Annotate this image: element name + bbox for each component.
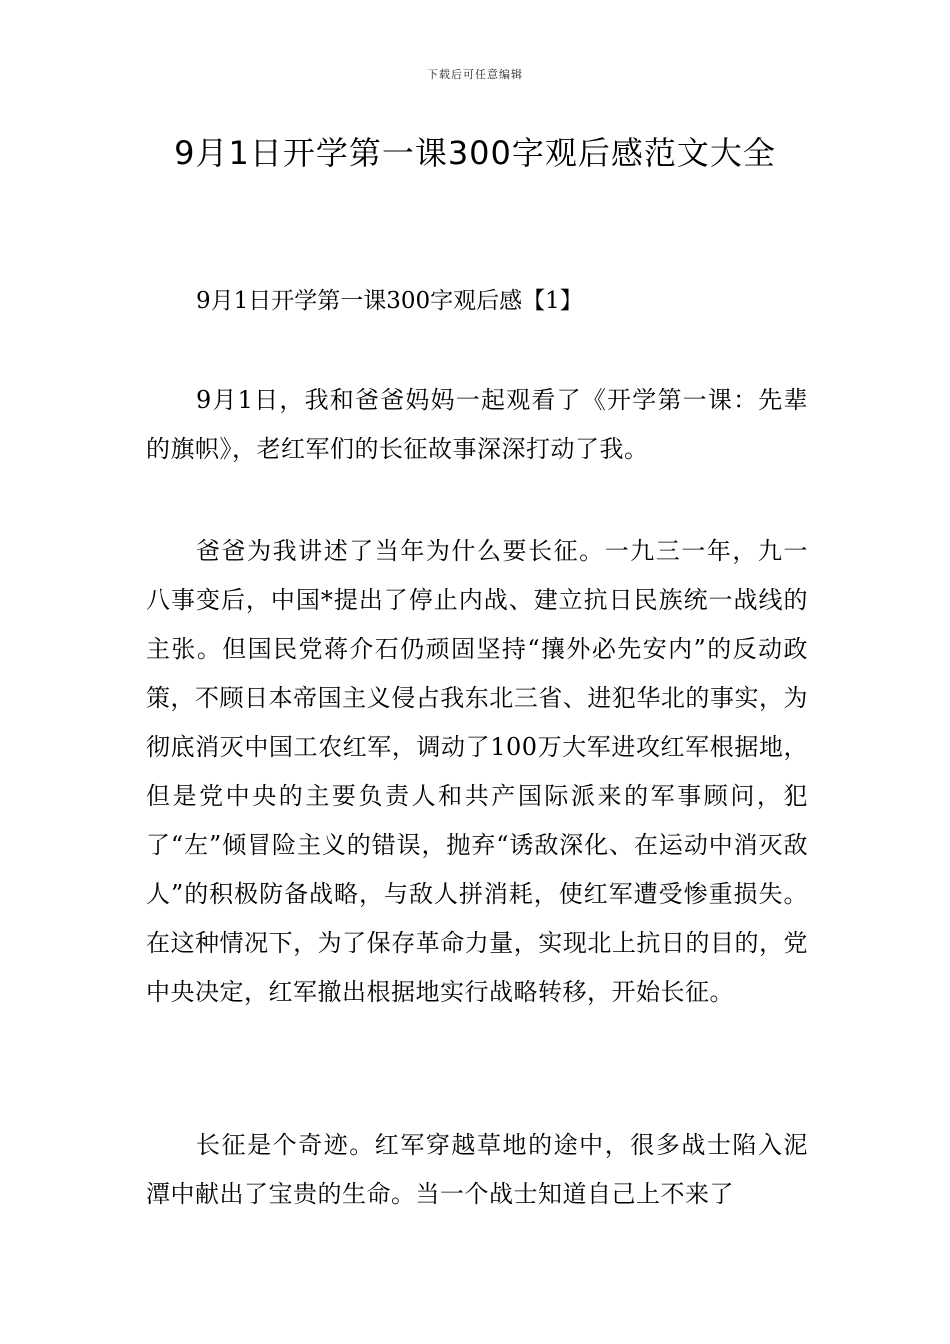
paragraph-1: 9月1日，我和爸爸妈妈一起观看了《开学第一课：先辈的旗帜》，老红军们的长征故事深深打动了我。 xyxy=(146,386,808,463)
header-note: 下载后可任意编辑 xyxy=(427,68,523,81)
paragraph-2: 爸爸为我讲述了当年为什么要长征。一九三一年，九一八事变后，中国*提出了停止内战、建立抗日民族统一战线的主张。但国民党蒋介石仍顽固坚持“攘外必先安内”的反动政策，不顾日本帝国主义侵占我东北三省、进犯华北的事实，为彻底消灭中国工农红军，调动了100万大军进攻红军根据地，但是党中央的主要负责人和共产国际派来的军事顾问，犯了“左”倾冒险主义的错误，抛弃“诱敌深化、在运动中消灭敌人”的积极防备战略，与敌人拼消耗，使红军遭受惨重损失。在这种情况下，为了保存革命力量，实现北上抗日的目的，党中央决定，红军撤出根据地实行战略转移，开始长征。 xyxy=(146,537,808,1006)
paragraph-3: 长征是个奇迹。红军穿越草地的途中，很多战士陷入泥潭中献出了宝贵的生命。当一个战士知道自己上不来了 xyxy=(146,1131,808,1208)
section-heading: 9月1日开学第一课300字观后感【1】 xyxy=(196,288,583,314)
document-title: 9月1日开学第一课300字观后感范文大全 xyxy=(174,134,776,172)
